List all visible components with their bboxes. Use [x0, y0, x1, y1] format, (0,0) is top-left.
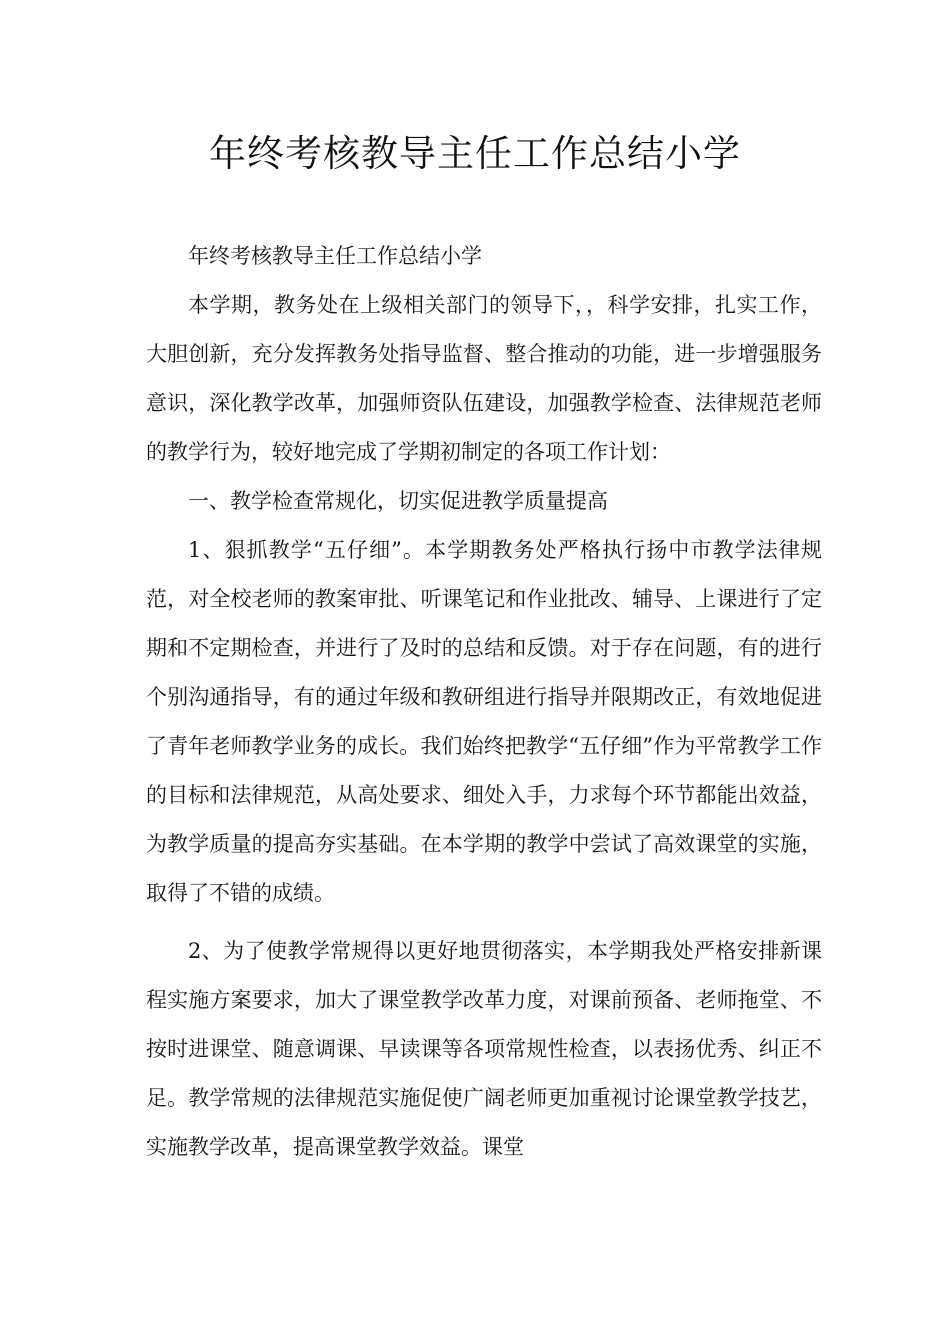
- paragraph-subtitle: 年终考核教导主任工作总结小学: [188, 244, 482, 268]
- document-body: [146, 232, 822, 1172]
- document-title: 年终考核教导主任工作总结小学: [209, 132, 741, 175]
- paragraph-item-2: 2、为了使教学常规得以更好地贯彻落实，本学期我处严格安排新课程实施方案要求，加大了课堂教学改革力度，对课前预备、老师拖堂、不按时进课堂、随意调课、早读课等各项常规性检查，以表扬优秀、纠正不足。教学常规的法律规范实施促使广阔老师更加重视讨论课堂教学技艺，实施教学改革，提高课堂教学效益。课堂: [146, 939, 822, 1159]
- paragraph-item-1: 1、狠抓教学“五仔细”。本学期教务处严格执行扬中市教学法律规范，对全校老师的教案审批、听课笔记和作业批改、辅导、上课进行了定期和不定期检查，并进行了及时的总结和反馈。对于存在问题，有的进行个别沟通指导，有的通过年级和教研组进行指导并限期改正，有效地促进了青年老师教学业务的成长。我们始终把教学“五仔细”作为平常教学工作的目标和法律规范，从高处要求、细处入手，力求每个环节都能出效益，为教学质量的提高夯实基础。在本学期的教学中尝试了高效课堂的实施，取得了不错的成绩。: [146, 538, 822, 905]
- section-heading-1: 一、教学检查常规化，切实促进教学质量提高: [188, 489, 608, 513]
- paragraph-intro: 本学期，教务处在上级相关部门的领导下，，科学安排，扎实工作，大胆创新，充分发挥教务处指导监督、整合推动的功能，进一步增强服务意识，深化教学改革，加强师资队伍建设，加强教学检查、法律规范老师的教学行为，较好地完成了学期初制定的各项工作计划：: [146, 293, 822, 464]
